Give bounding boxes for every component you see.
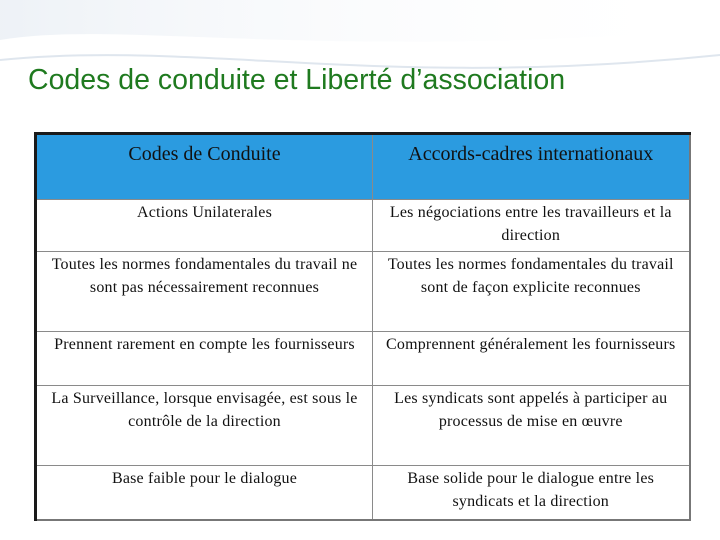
header-accords-cadres: Accords-cadres internationaux: [373, 134, 690, 200]
table-row: [36, 386, 690, 466]
table-cell: Prennent rarement en compte les fournisseurs: [36, 332, 373, 386]
table-cell: Les négociations entre les travailleurs et la direction: [373, 200, 690, 252]
comparison-table: [34, 132, 691, 521]
table-cell: Actions Unilaterales: [36, 200, 373, 252]
table-cell: Comprennent généralement les fournisseurs: [373, 332, 690, 386]
table-cell: Base solide pour le dialogue entre les syndicats et la direction: [373, 466, 690, 520]
table-row: [36, 466, 690, 520]
table-cell: La Surveillance, lorsque envisagée, est sous le contrôle de la direction: [36, 386, 373, 466]
page-title: Codes de conduite et Liberté d’association: [28, 64, 566, 96]
table-cell: Toutes les normes fondamentales du travail ne sont pas nécessairement reconnues: [36, 252, 373, 332]
table-row: [36, 332, 690, 386]
table-cell: Base faible pour le dialogue: [36, 466, 373, 520]
table-header-row: [36, 134, 690, 200]
table-cell: Les syndicats sont appelés à participer au processus de mise en œuvre: [373, 386, 690, 466]
table-row: [36, 200, 690, 252]
table-cell: Toutes les normes fondamentales du travail sont de façon explicite reconnues: [373, 252, 690, 332]
header-codes-de-conduite: Codes de Conduite: [36, 134, 373, 200]
table-row: [36, 252, 690, 332]
